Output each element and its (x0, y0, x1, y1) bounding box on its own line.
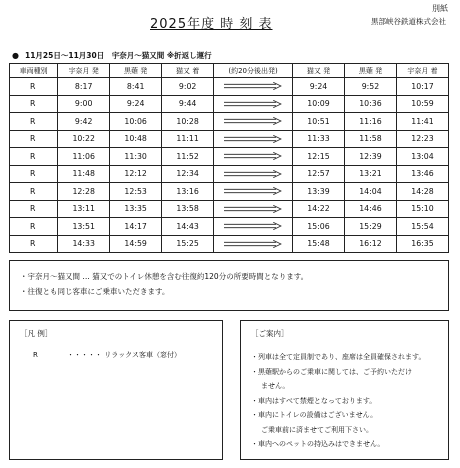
table-header-row (10, 64, 449, 78)
legend-description: ・・・・・ リラックス客車（窓付） (67, 351, 182, 359)
train-type-cell: R (10, 200, 58, 218)
col-header-type: 車両種別 (10, 64, 58, 78)
double-arrow-right-icon (224, 135, 282, 143)
nekomata-arrival-cell: 13:58 (162, 200, 214, 218)
info-item: ・車内へのペットの持込みはできません。 (251, 440, 385, 448)
col-header-nekomata-arr: 猫又 着 (162, 64, 214, 78)
kuronagi-departure-cell: 8:41 (110, 78, 162, 96)
table-row (10, 165, 449, 183)
info-item-continued: ません。 (261, 382, 290, 390)
unazuki-arrival-cell: 12:23 (396, 130, 448, 148)
info-box (240, 320, 449, 460)
info-item-continued: ご乗車前に済ませてご利用下さい。 (261, 425, 373, 434)
double-arrow-right-icon (224, 222, 282, 230)
legend-title: ［凡 例］ (20, 329, 53, 338)
train-type-cell: R (10, 235, 58, 253)
nekomata-departure-cell: 12:15 (293, 148, 345, 166)
nekomata-departure-cell: 15:06 (293, 218, 345, 236)
nekomata-arrival-cell: 14:43 (162, 218, 214, 236)
kuronagi-departure-return-cell: 11:16 (344, 113, 396, 131)
table-row (10, 78, 449, 96)
double-arrow-right-icon (224, 240, 282, 248)
double-arrow-right-icon (224, 205, 282, 213)
table-row (10, 130, 449, 148)
unazuki-departure-cell: 9:42 (58, 113, 110, 131)
unazuki-departure-cell: 8:17 (58, 78, 110, 96)
unazuki-arrival-cell: 14:28 (396, 183, 448, 201)
double-arrow-right-icon (224, 152, 282, 160)
layover-arrow-cell (214, 235, 293, 253)
info-title: ［ご案内］ (251, 329, 289, 338)
col-header-unazuki-arr: 宇奈月 着 (396, 64, 448, 78)
unazuki-arrival-cell: 10:17 (396, 78, 448, 96)
nekomata-departure-cell: 10:09 (293, 95, 345, 113)
notes-box (9, 260, 449, 311)
timetable-body (10, 78, 449, 253)
company-name: 黒部峡谷鉄道株式会社 (371, 17, 446, 26)
info-item: ・車内はすべて禁煙となっております。 (251, 396, 377, 405)
kuronagi-departure-cell: 14:59 (110, 235, 162, 253)
legend-row (33, 350, 181, 360)
kuronagi-departure-cell: 11:30 (110, 148, 162, 166)
table-row (10, 235, 449, 253)
info-item: ・車内にトイレの設備はございません。 (251, 411, 378, 419)
legend-box (9, 320, 223, 460)
nekomata-departure-cell: 14:22 (293, 200, 345, 218)
nekomata-departure-cell: 15:48 (293, 235, 345, 253)
unazuki-arrival-cell: 10:59 (396, 95, 448, 113)
layover-arrow-cell (214, 130, 293, 148)
kuronagi-departure-cell: 10:06 (110, 113, 162, 131)
unazuki-arrival-cell: 15:54 (396, 218, 448, 236)
unazuki-departure-cell: 14:33 (58, 235, 110, 253)
table-row (10, 113, 449, 131)
nekomata-departure-cell: 9:24 (293, 78, 345, 96)
kuronagi-departure-return-cell: 12:39 (344, 148, 396, 166)
nekomata-departure-cell: 13:39 (293, 183, 345, 201)
nekomata-arrival-cell: 10:28 (162, 113, 214, 131)
note-line: ・往復とも同じ客車にご乗車いただきます。 (20, 287, 170, 296)
info-item: ・列車は全て定員制であり、座席は全員確保されます。 (251, 353, 426, 361)
nekomata-arrival-cell: 9:02 (162, 78, 214, 96)
double-arrow-right-icon (224, 187, 282, 195)
kuronagi-departure-cell: 12:53 (110, 183, 162, 201)
nekomata-arrival-cell: 12:34 (162, 165, 214, 183)
train-type-cell: R (10, 165, 58, 183)
page-title: 2025年度 時 刻 表 (150, 17, 273, 32)
col-header-layover: (約20分後出発) (214, 64, 293, 78)
layover-arrow-cell (214, 183, 293, 201)
note-line: ・宇奈月～猫又間 … 猫又でのトイレ休憩を含む往復約120分の所要時間となります。 (20, 272, 309, 281)
layover-arrow-cell (214, 148, 293, 166)
kuronagi-departure-cell: 14:17 (110, 218, 162, 236)
timetable (9, 63, 449, 253)
layover-arrow-cell (214, 200, 293, 218)
train-type-cell: R (10, 218, 58, 236)
layover-arrow-cell (214, 95, 293, 113)
train-type-cell: R (10, 95, 58, 113)
nekomata-departure-cell: 11:33 (293, 130, 345, 148)
kuronagi-departure-return-cell: 14:46 (344, 200, 396, 218)
nekomata-arrival-cell: 9:44 (162, 95, 214, 113)
train-type-cell: R (10, 78, 58, 96)
col-header-nekomata-dep: 猫又 発 (293, 64, 345, 78)
train-type-cell: R (10, 183, 58, 201)
kuronagi-departure-return-cell: 13:21 (344, 165, 396, 183)
table-row (10, 95, 449, 113)
kuronagi-departure-cell: 10:48 (110, 130, 162, 148)
table-row (10, 148, 449, 166)
kuronagi-departure-return-cell: 11:58 (344, 130, 396, 148)
col-header-kuronagi-dep: 黒薙 発 (110, 64, 162, 78)
train-type-cell: R (10, 130, 58, 148)
kuronagi-departure-cell: 9:24 (110, 95, 162, 113)
col-header-unazuki-dep: 宇奈月 発 (58, 64, 110, 78)
kuronagi-departure-return-cell: 15:29 (344, 218, 396, 236)
service-period (12, 50, 212, 61)
layover-arrow-cell (214, 78, 293, 96)
unazuki-arrival-cell: 11:41 (396, 113, 448, 131)
period-text: 11月25日～11月30日 宇奈月～猫又間 ※折返し運行 (24, 51, 212, 60)
legend-code: R (33, 351, 38, 359)
table-row (10, 200, 449, 218)
train-type-cell: R (10, 113, 58, 131)
info-list (251, 350, 446, 452)
unazuki-arrival-cell: 16:35 (396, 235, 448, 253)
unazuki-departure-cell: 10:22 (58, 130, 110, 148)
unazuki-departure-cell: 11:48 (58, 165, 110, 183)
kuronagi-departure-return-cell: 16:12 (344, 235, 396, 253)
kuronagi-departure-return-cell: 9:52 (344, 78, 396, 96)
unazuki-departure-cell: 11:06 (58, 148, 110, 166)
double-arrow-right-icon (224, 117, 282, 125)
layover-arrow-cell (214, 218, 293, 236)
info-item: ・黒薙駅からのご乗車に関しては、ご予約いただけ (251, 367, 412, 376)
kuronagi-departure-cell: 13:35 (110, 200, 162, 218)
kuronagi-departure-cell: 12:12 (110, 165, 162, 183)
nekomata-arrival-cell: 15:25 (162, 235, 214, 253)
nekomata-arrival-cell: 13:16 (162, 183, 214, 201)
double-arrow-right-icon (224, 170, 282, 178)
unazuki-departure-cell: 13:11 (58, 200, 110, 218)
double-arrow-right-icon (224, 100, 282, 108)
unazuki-arrival-cell: 13:46 (396, 165, 448, 183)
table-row (10, 218, 449, 236)
unazuki-departure-cell: 13:51 (58, 218, 110, 236)
layover-arrow-cell (214, 113, 293, 131)
layover-arrow-cell (214, 165, 293, 183)
unazuki-arrival-cell: 15:10 (396, 200, 448, 218)
kuronagi-departure-return-cell: 10:36 (344, 95, 396, 113)
nekomata-departure-cell: 12:57 (293, 165, 345, 183)
train-type-cell: R (10, 148, 58, 166)
unazuki-departure-cell: 12:28 (58, 183, 110, 201)
nekomata-arrival-cell: 11:52 (162, 148, 214, 166)
bullet-icon: ● (12, 51, 19, 60)
unazuki-arrival-cell: 13:04 (396, 148, 448, 166)
table-row (10, 183, 449, 201)
col-header-kuronagi-dep-return: 黒薙 発 (344, 64, 396, 78)
attachment-label: 別紙 (432, 4, 448, 13)
nekomata-arrival-cell: 11:11 (162, 130, 214, 148)
double-arrow-right-icon (224, 82, 282, 90)
unazuki-departure-cell: 9:00 (58, 95, 110, 113)
kuronagi-departure-return-cell: 14:04 (344, 183, 396, 201)
nekomata-departure-cell: 10:51 (293, 113, 345, 131)
